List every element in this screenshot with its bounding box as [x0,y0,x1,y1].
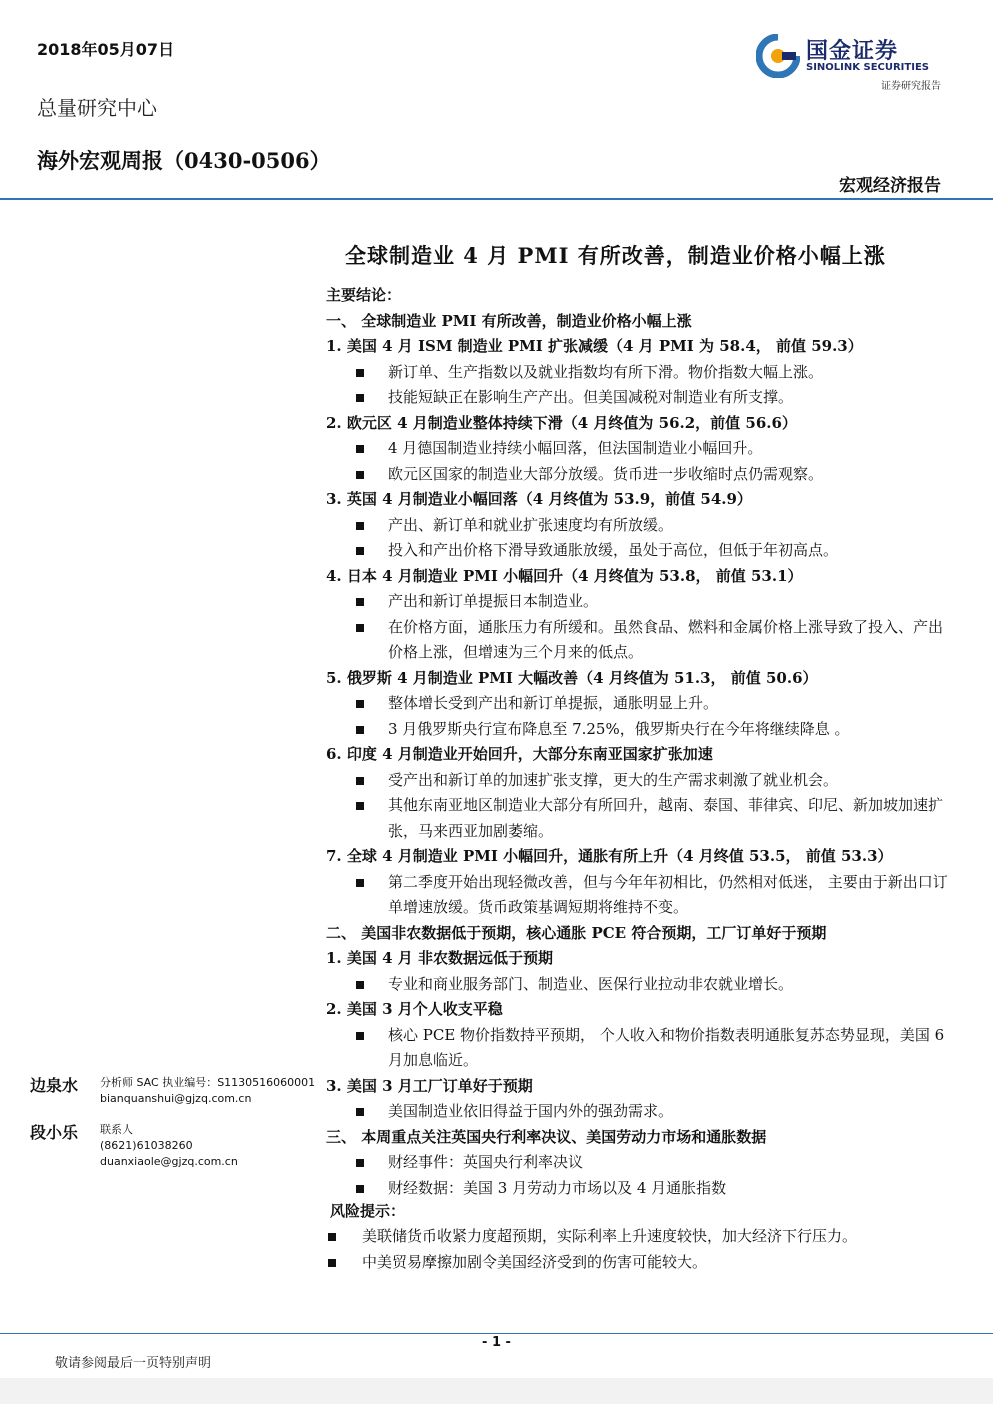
bullet-square-icon [356,369,364,377]
bullet-square-icon [356,445,364,453]
bullet-item: 产出和新订单提振日本制造业。 [326,589,951,615]
bullet-item: 新订单、生产指数以及就业指数均有所下滑。物价指数大幅上涨。 [326,360,951,386]
contact-name: 段小乐 [30,1123,79,1142]
bullet-square-icon [356,471,364,479]
bullet-square-icon [356,547,364,555]
bullet-item: 财经事件：英国央行利率决议 [326,1150,951,1176]
section-1-heading: 一、 全球制造业 PMI 有所改善，制造业价格小幅上涨 [326,311,692,330]
sinolink-logo-icon [756,34,800,78]
bullet-item: 美国制造业依旧得益于国内外的强劲需求。 [326,1099,951,1125]
summary-intro: 主要结论： [326,286,402,304]
bullet-square-icon [356,981,364,989]
bullet-item: 投入和产出价格下滑导致通胀放缓，虽处于高位，但低于年初高点。 [326,538,951,564]
section-3-heading: 三、 本周重点关注英国央行利率决议、美国劳动力市场和通胀数据 [326,1127,767,1146]
bullet-item: 其他东南亚地区制造业大部分有所回升，越南、泰国、菲律宾、印尼、新加坡加速扩张，马来西亚加剧萎缩。 [326,793,951,844]
logo-english-text: SINOLINK SECURITIES [806,62,929,73]
bullet-square-icon [356,1185,364,1193]
footer-disclaimer: 敬请参阅最后一页特别声明 [55,1356,212,1371]
bullet-square-icon [356,1032,364,1040]
bullet-square-icon [356,394,364,402]
subsection-heading: 1. 美国 4 月 ISM 制造业 PMI 扩张减缓（4 月 PMI 为 58.4， 前值 59.3） [326,337,863,355]
page-number: - 1 - [482,1335,511,1350]
subsection-heading: 2. 欧元区 4 月制造业整体持续下滑（4 月终值为 56.2，前值 56.6） [326,413,797,432]
bullet-item: 财经数据：美国 3 月劳动力市场以及 4 月通胀指数 [326,1176,951,1202]
bullet-square-icon [356,879,364,887]
bullet-square-icon [356,624,364,632]
risk-title: 风险提示： [330,1202,406,1220]
subsection-heading: 3. 美国 3 月工厂订单好于预期 [326,1076,533,1095]
department-name: 总量研究中心 [37,96,157,120]
contact-email[interactable]: duanxiaole@gjzq.com.cn [100,1155,238,1168]
bullet-item: 技能短缺正在影响生产产出。但美国减税对制造业有所支撑。 [326,385,951,411]
bullet-square-icon [328,1233,336,1241]
bullet-item: 第二季度开始出现轻微改善，但与今年年初相比，仍然相对低迷， 主要由于新出口订单增速放缓。货币政策基调短期将维持不变。 [326,870,951,921]
contact-card [30,1120,320,1180]
contact-phone: (8621)61038260 [100,1139,193,1152]
subsection-heading: 1. 美国 4 月 非农数据远低于预期 [326,949,553,967]
bullet-item: 整体增长受到产出和新订单提振，通胀明显上升。 [326,691,951,717]
bullet-square-icon [356,1159,364,1167]
bullet-item: 受产出和新订单的加速扩张支撑，更大的生产需求刺激了就业机会。 [326,768,951,794]
analyst-name: 边泉水 [30,1076,79,1095]
contact-info [100,1122,238,1170]
footer-divider [0,1333,993,1334]
bullet-square-icon [356,777,364,785]
subsection-heading: 5. 俄罗斯 4 月制造业 PMI 大幅改善（4 月终值为 51.3， 前值 50.6） [326,668,818,687]
bullet-square-icon [356,598,364,606]
headline: 全球制造业 4 月 PMI 有所改善，制造业价格小幅上涨 [345,243,886,268]
report-title: 海外宏观周报（0430-0506） [37,148,331,173]
bullet-item: 核心 PCE 物价指数持平预期， 个人收入和物价指数表明通胀复苏态势显现，美国 6 月加息临近。 [326,1023,951,1074]
analyst-card [30,1073,320,1123]
main-content [326,283,951,1201]
bullet-item: 3 月俄罗斯央行宣布降息至 7.25%，俄罗斯央行在今年将继续降息 。 [326,717,951,743]
bullet-square-icon [356,700,364,708]
report-type: 宏观经济报告 [839,176,941,196]
bullet-item: 产出、新订单和就业扩张速度均有所放缓。 [326,513,951,539]
bullet-item: 在价格方面，通胀压力有所缓和。虽然食品、燃料和金属价格上涨导致了投入、产出价格上涨，但增速为三个月来的低点。 [326,615,951,666]
risk-bullet-item: 中美贸易摩擦加剧令美国经济受到的伤害可能较大。 [326,1250,951,1276]
subsection-heading: 4. 日本 4 月制造业 PMI 小幅回升（4 月终值为 53.8， 前值 53.1） [326,566,803,585]
subsection-heading: 6. 印度 4 月制造业开始回升，大部分东南亚国家扩张加速 [326,745,713,763]
logo-chinese-text: 国金证券 [806,39,899,64]
bullet-item: 欧元区国家的制造业大部分放缓。货币进一步收缩时点仍需观察。 [326,462,951,488]
risk-section [326,1199,951,1225]
contact-role: 联系人 [100,1123,133,1136]
subsection-heading: 3. 英国 4 月制造业小幅回落（4 月终值为 53.9，前值 54.9） [326,490,752,508]
bullet-square-icon [356,726,364,734]
bullet-item: 4 月德国制造业持续小幅回落，但法国制造业小幅回升。 [326,436,951,462]
subsection-heading: 7. 全球 4 月制造业 PMI 小幅回升，通胀有所上升（4 月终值 53.5， 前值 53.3） [326,847,893,865]
analyst-sac-number: 分析师 SAC 执业编号：S1130516060001 [100,1076,316,1089]
section-2-heading: 二、 美国非农数据低于预期，核心通胀 PCE 符合预期，工厂订单好于预期 [326,923,827,942]
report-category-label: 证券研究报告 [881,81,941,92]
bullet-square-icon [356,802,364,810]
subsection-heading: 2. 美国 3 月个人收支平稳 [326,1000,503,1018]
analyst-info [100,1075,315,1107]
bullet-item: 专业和商业服务部门、制造业、医保行业拉动非农就业增长。 [326,972,951,998]
risk-bullet-item: 美联储货币收紧力度超预期，实际利率上升速度较快，加大经济下行压力。 [326,1224,951,1250]
bullet-square-icon [356,1108,364,1116]
report-date: 2018年05月07日 [37,40,175,59]
analyst-email[interactable]: bianquanshui@gjzq.com.cn [100,1092,252,1105]
bullet-square-icon [356,522,364,530]
risk-bullets [326,1224,951,1275]
bullet-square-icon [328,1259,336,1267]
header-divider [0,198,993,200]
footer-bar [0,1378,993,1404]
